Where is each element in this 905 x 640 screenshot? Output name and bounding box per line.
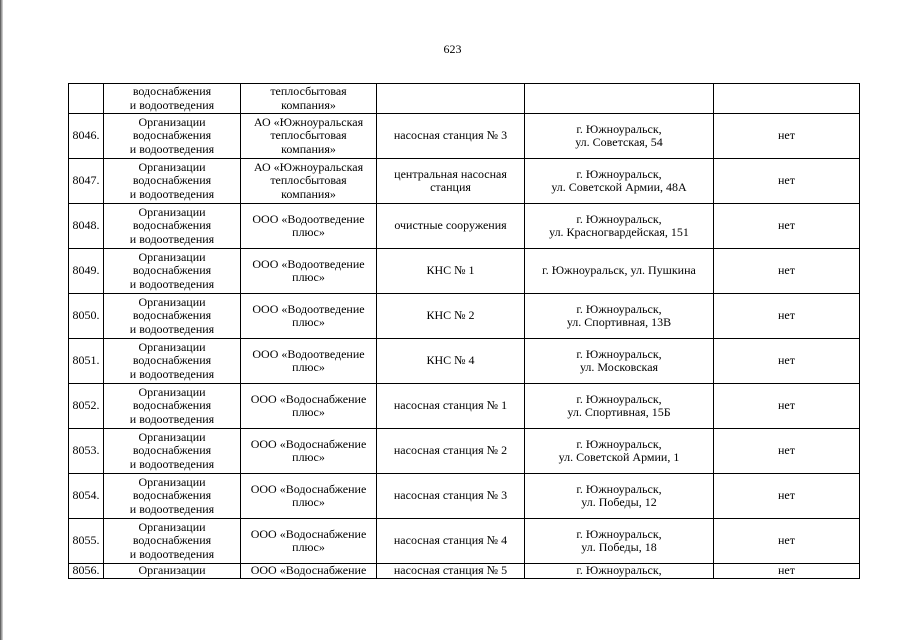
cell-status: нет bbox=[714, 384, 860, 429]
cell-organization: АО «Южноуральская теплосбытовая компания» bbox=[241, 114, 377, 159]
cell-status: нет bbox=[714, 564, 860, 579]
cell-organization: ООО «Водоснабжение плюс» bbox=[241, 519, 377, 564]
cell-number: 8047. bbox=[69, 159, 104, 204]
cell-number: 8056. bbox=[69, 564, 104, 579]
cell-address bbox=[525, 84, 714, 114]
cell-organization: АО «Южноуральская теплосбытовая компания» bbox=[241, 159, 377, 204]
registry-table bbox=[68, 83, 860, 579]
cell-address: г. Южноуральск, ул. Московская bbox=[525, 339, 714, 384]
cell-address: г. Южноуральск, ул. Пушкина bbox=[525, 249, 714, 294]
cell-address: г. Южноуральск, ул. Победы, 18 bbox=[525, 519, 714, 564]
cell-number: 8050. bbox=[69, 294, 104, 339]
page-number: 623 bbox=[443, 42, 462, 56]
table-row bbox=[69, 429, 860, 474]
cell-address: г. Южноуральск, ул. Советская, 54 bbox=[525, 114, 714, 159]
cell-object: КНС № 1 bbox=[377, 249, 525, 294]
cell-object: КНС № 4 bbox=[377, 339, 525, 384]
cell-number bbox=[69, 84, 104, 114]
cell-status bbox=[714, 84, 860, 114]
table-row-continuation bbox=[69, 84, 860, 114]
cell-object: насосная станция № 2 bbox=[377, 429, 525, 474]
table-row bbox=[69, 114, 860, 159]
cell-number: 8055. bbox=[69, 519, 104, 564]
cell-organization: ООО «Водоснабжение плюс» bbox=[241, 429, 377, 474]
cell-status: нет bbox=[714, 204, 860, 249]
cell-status: нет bbox=[714, 159, 860, 204]
table-row bbox=[69, 474, 860, 519]
cell-number: 8048. bbox=[69, 204, 104, 249]
cell-organization: ООО «Водоснабжение bbox=[241, 564, 377, 579]
table-row bbox=[69, 384, 860, 429]
cell-address: г. Южноуральск, ул. Советской Армии, 48А bbox=[525, 159, 714, 204]
cell-object: насосная станция № 3 bbox=[377, 114, 525, 159]
cell-address: г. Южноуральск, bbox=[525, 564, 714, 579]
cell-object: насосная станция № 5 bbox=[377, 564, 525, 579]
cell-status: нет bbox=[714, 294, 860, 339]
table-row bbox=[69, 249, 860, 294]
cell-status: нет bbox=[714, 519, 860, 564]
cell-category: Организации водоснабжения и водоотведения bbox=[104, 204, 241, 249]
cell-number: 8054. bbox=[69, 474, 104, 519]
cell-address: г. Южноуральск, ул. Красногвардейская, 151 bbox=[525, 204, 714, 249]
cell-object: центральная насосная станция bbox=[377, 159, 525, 204]
table-row bbox=[69, 564, 860, 579]
cell-organization: ООО «Водоотведение плюс» bbox=[241, 339, 377, 384]
page-edge bbox=[0, 0, 3, 640]
cell-organization: ООО «Водоснабжение плюс» bbox=[241, 384, 377, 429]
table-row bbox=[69, 519, 860, 564]
cell-object: очистные сооружения bbox=[377, 204, 525, 249]
cell-category: Организации водоснабжения и водоотведения bbox=[104, 384, 241, 429]
cell-object: насосная станция № 3 bbox=[377, 474, 525, 519]
cell-category: Организации водоснабжения и водоотведения bbox=[104, 519, 241, 564]
cell-status: нет bbox=[714, 339, 860, 384]
cell-organization: ООО «Водоотведение плюс» bbox=[241, 249, 377, 294]
cell-address: г. Южноуральск, ул. Советской Армии, 1 bbox=[525, 429, 714, 474]
cell-object: насосная станция № 1 bbox=[377, 384, 525, 429]
cell-category: Организации водоснабжения и водоотведения bbox=[104, 114, 241, 159]
cell-status: нет bbox=[714, 474, 860, 519]
cell-address: г. Южноуральск, ул. Спортивная, 15Б bbox=[525, 384, 714, 429]
cell-address: г. Южноуральск, ул. Спортивная, 13В bbox=[525, 294, 714, 339]
cell-category: Организации водоснабжения и водоотведения bbox=[104, 249, 241, 294]
cell-category: Организации водоснабжения и водоотведения bbox=[104, 474, 241, 519]
cell-organization: ООО «Водоотведение плюс» bbox=[241, 204, 377, 249]
table-row bbox=[69, 204, 860, 249]
cell-category: Организации bbox=[104, 564, 241, 579]
registry-table-body bbox=[69, 84, 860, 579]
cell-status: нет bbox=[714, 249, 860, 294]
cell-number: 8049. bbox=[69, 249, 104, 294]
cell-organization: ООО «Водоотведение плюс» bbox=[241, 294, 377, 339]
cell-number: 8051. bbox=[69, 339, 104, 384]
cell-number: 8052. bbox=[69, 384, 104, 429]
cell-category: Организации водоснабжения и водоотведения bbox=[104, 339, 241, 384]
cell-status: нет bbox=[714, 429, 860, 474]
cell-organization: ООО «Водоснабжение плюс» bbox=[241, 474, 377, 519]
cell-category: Организации водоснабжения и водоотведения bbox=[104, 429, 241, 474]
cell-category: водоснабжения и водоотведения bbox=[104, 84, 241, 114]
cell-object bbox=[377, 84, 525, 114]
cell-address: г. Южноуральск, ул. Победы, 12 bbox=[525, 474, 714, 519]
cell-number: 8046. bbox=[69, 114, 104, 159]
cell-category: Организации водоснабжения и водоотведения bbox=[104, 294, 241, 339]
cell-object: КНС № 2 bbox=[377, 294, 525, 339]
cell-object: насосная станция № 4 bbox=[377, 519, 525, 564]
cell-status: нет bbox=[714, 114, 860, 159]
cell-category: Организации водоснабжения и водоотведения bbox=[104, 159, 241, 204]
cell-organization: теплосбытовая компания» bbox=[241, 84, 377, 114]
table-row bbox=[69, 294, 860, 339]
table-row bbox=[69, 339, 860, 384]
table-row bbox=[69, 159, 860, 204]
cell-number: 8053. bbox=[69, 429, 104, 474]
